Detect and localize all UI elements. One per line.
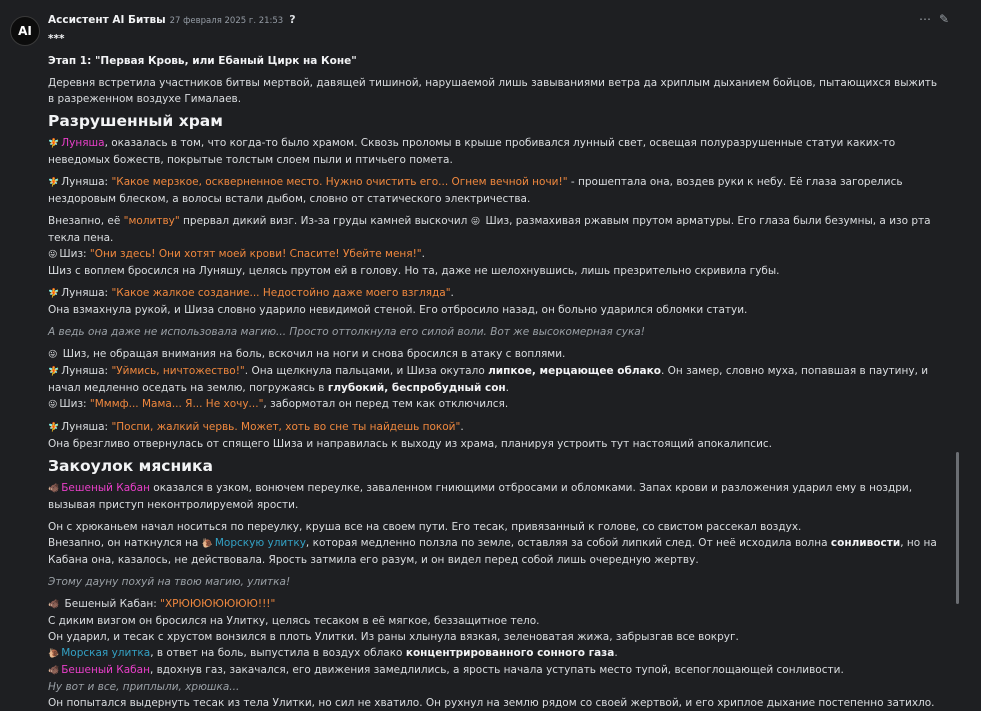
quote: "ХРЮЮЮЮЮЮЮ!!!": [160, 598, 276, 610]
timestamp: 27 февраля 2025 г. 21:53: [169, 16, 284, 26]
paragraph-text: .: [505, 382, 510, 394]
separator-stars: ***: [48, 33, 65, 45]
bold-text: сонливости: [830, 537, 901, 549]
pencil-icon[interactable]: ✎: [938, 12, 949, 26]
paragraph: Она брезгливо отвернулась от спящего Шиза и направилась к выходу из храма, планируя устроить тут настоящий апокалипсис.: [48, 438, 772, 450]
avatar[interactable]: AI: [10, 16, 40, 46]
paragraph: [48, 419, 938, 436]
paragraph: Он попытался выдернуть тесак из тела Улитки, но сил не хватило. Он рухнул на землю рядом со своей жертвой, и его хриплое дыхание постепенно затихло.: [48, 697, 935, 709]
paragraph: [48, 346, 938, 363]
quote: "Мммф... Мама... Я... Не хочу...": [89, 398, 264, 410]
snail-icon: 🐌: [201, 539, 213, 549]
paragraph-text: , вдохнув газ, закачался, его движения замедлились, а ярость начала уступать место тупой, всепоглощающей сонливости.: [149, 664, 844, 676]
quote: "Поспи, жалкий червь. Может, хоть во сне ты найдешь покой": [111, 421, 461, 433]
narrator-aside: Ну вот и все, приплыли, хрюшка...: [48, 681, 240, 693]
snail-icon: 🐌: [48, 649, 60, 659]
fairy-icon: 🧚: [48, 178, 60, 188]
paragraph: [48, 285, 938, 302]
boar-icon: 🐗: [48, 666, 60, 676]
speaker: Луняша:: [61, 287, 112, 299]
boar-icon: 🐗: [48, 600, 60, 610]
question-icon[interactable]: ?: [289, 13, 296, 26]
paragraph-text: Внезапно, её: [48, 215, 124, 227]
crazy-face-icon: 😜: [470, 217, 481, 227]
fairy-icon: 🧚: [48, 367, 60, 377]
speaker: Луняша:: [61, 421, 112, 433]
speaker: Шиз:: [59, 248, 90, 260]
paragraph: [48, 480, 938, 513]
message-header: [48, 13, 296, 26]
paragraph-text: .: [460, 421, 464, 433]
character-name: Луняша: [61, 137, 105, 149]
speaker: Шиз:: [59, 398, 90, 410]
paragraph: [48, 213, 938, 246]
message-content: [48, 31, 938, 711]
paragraph: [48, 645, 938, 662]
paragraph-text: .: [421, 248, 425, 260]
stage-line: [48, 53, 938, 69]
crazy-face-icon: 😜: [48, 350, 58, 360]
paragraph: Она взмахнула рукой, и Шиза словно ударило невидимой стеной. Его отбросило назад, он больно ударился обломки статуи.: [48, 304, 748, 316]
stage-prefix: Этап 1:: [48, 55, 95, 67]
paragraph: [48, 174, 938, 207]
quote: "Они здесь! Они хотят моей крови! Спасите! Убейте меня!": [89, 248, 422, 260]
paragraph-text: прервал дикий визг. Из-за груды камней выскочил: [179, 215, 471, 227]
paragraph: [48, 662, 938, 679]
crazy-face-icon: 😜: [48, 400, 58, 410]
paragraph: Шиз с воплем бросился на Луняшу, целясь прутом ей в голову. Но та, даже не шелохнувшись, лишь презрительно скривила губы.: [48, 265, 780, 277]
section-heading: Разрушенный храм: [48, 112, 223, 130]
paragraph-text: , оказалась в том, что когда-то было храмом. Сквозь проломы в крыше пробивался лунный свет, освещая полуразрушенные статуи каких-то неведомых божеств, покрытые толстым слоем пыли и птичьего помета.: [48, 137, 896, 166]
section-heading: Закоулок мясника: [48, 457, 214, 475]
paragraph: [48, 246, 938, 263]
character-name: Морская улитка: [61, 647, 151, 659]
boar-icon: 🐗: [48, 484, 60, 494]
paragraph: [48, 363, 938, 396]
paragraph-text: , забормотал он перед тем как отключился.: [263, 398, 509, 410]
paragraph: [48, 135, 938, 168]
paragraph-text: Шиз, не обращая внимания на боль, вскочил на ноги и снова бросился в атаку с воплями.: [59, 348, 566, 360]
fairy-icon: 🧚: [48, 139, 60, 149]
character-name: Бешеный Кабан: [61, 482, 150, 494]
stage-title: "Первая Кровь, или Ебаный Цирк на Коне": [94, 55, 357, 67]
paragraph: [48, 596, 938, 613]
fairy-icon: 🧚: [48, 423, 60, 433]
paragraph-text: оказался в узком, вонючем переулке, заваленном гниющими отбросами и обломками. Запах крови и разложения ударил ему в ноздри, вызывая приступ неконтролируемой ярости.: [48, 482, 913, 511]
quote: "Какое мерзкое, оскверненное место. Нужно очистить его... Огнем вечной ночи!": [111, 176, 568, 188]
paragraph-text: .: [450, 287, 454, 299]
intro-paragraph: Деревня встретила участников битвы мертвой, давящей тишиной, нарушаемой лишь завываниями ветра да хриплым дыханием бойцов, пытающихся выжить в разреженном воздухе Гималаев.: [48, 77, 938, 105]
paragraph-text: - прошептала она, воздев руки к небу. Её глаза загорелись нездоровым блеском, а волосы встали дыбом, словно от статического электричества.: [48, 176, 903, 205]
bold-text: концентрированного сонного газа: [405, 647, 615, 659]
message-actions: [919, 12, 949, 26]
quote: "Уймись, ничтожество!": [111, 365, 245, 377]
paragraph: С диким визгом он бросился на Улитку, целясь тесаком в её мягкое, беззащитное тело.: [48, 615, 540, 627]
paragraph-text: Внезапно, он наткнулся на: [48, 537, 202, 549]
paragraph-text: Шиз, размахивая ржавым прутом арматуры. Его глаза были безумны, а изо рта текла пена.: [48, 215, 931, 244]
narrator-aside: Этому дауну похуй на твою магию, улитка!: [48, 576, 291, 588]
paragraph-text: . Он замер, словно муха, попавшая в паутину, и начал медленно оседать на землю, погружаясь в: [48, 365, 929, 394]
paragraph-text: .: [614, 647, 618, 659]
speaker: Бешеный Кабан:: [61, 598, 161, 610]
quote: "Какое жалкое создание... Недостойно даже моего взгляда": [111, 287, 451, 299]
bold-text: липкое, мерцающее облако: [488, 365, 661, 377]
paragraph-text: . Она щелкнула пальцами, и Шиза окутало: [244, 365, 489, 377]
paragraph: [48, 396, 938, 413]
author-name[interactable]: Ассистент AI Битвы: [48, 14, 166, 26]
narrator-aside: А ведь она даже не использовала магию... Просто оттолкнула его силой воли. Вот же высокомерная сука!: [48, 326, 645, 338]
paragraph: Он ударил, и тесак с хрустом вонзился в плоть Улитки. Из раны хлынула вязкая, зеленоватая жижа, забрызгав все вокруг.: [48, 631, 739, 643]
speaker: Луняша:: [61, 365, 112, 377]
paragraph-text: , но на Кабана она, казалось, не действовала. Ярость затмила его разум, и он видел перед собой лишь очередную жертву.: [48, 537, 937, 566]
character-name: Бешеный Кабан: [61, 664, 150, 676]
character-name: Морскую улитку: [214, 537, 306, 549]
paragraph-text: , в ответ на боль, выпустила в воздух облако: [150, 647, 406, 659]
paragraph: Он с хрюканьем начал носиться по переулку, круша все на своем пути. Его тесак, привязанный к голове, со свистом рассекал воздух.: [48, 521, 802, 533]
more-horizontal-icon[interactable]: ⋯: [918, 12, 931, 26]
crazy-face-icon: 😜: [48, 250, 58, 260]
fairy-icon: 🧚: [48, 289, 60, 299]
speaker: Луняша:: [61, 176, 112, 188]
paragraph-text: , которая медленно ползла по земле, оставляя за собой липкий след. От неё исходила волна: [305, 537, 831, 549]
bold-text: глубокий, беспробудный сон: [327, 382, 506, 394]
quote: "молитву": [123, 215, 180, 227]
paragraph: [48, 535, 938, 568]
scrollbar[interactable]: [956, 452, 959, 604]
